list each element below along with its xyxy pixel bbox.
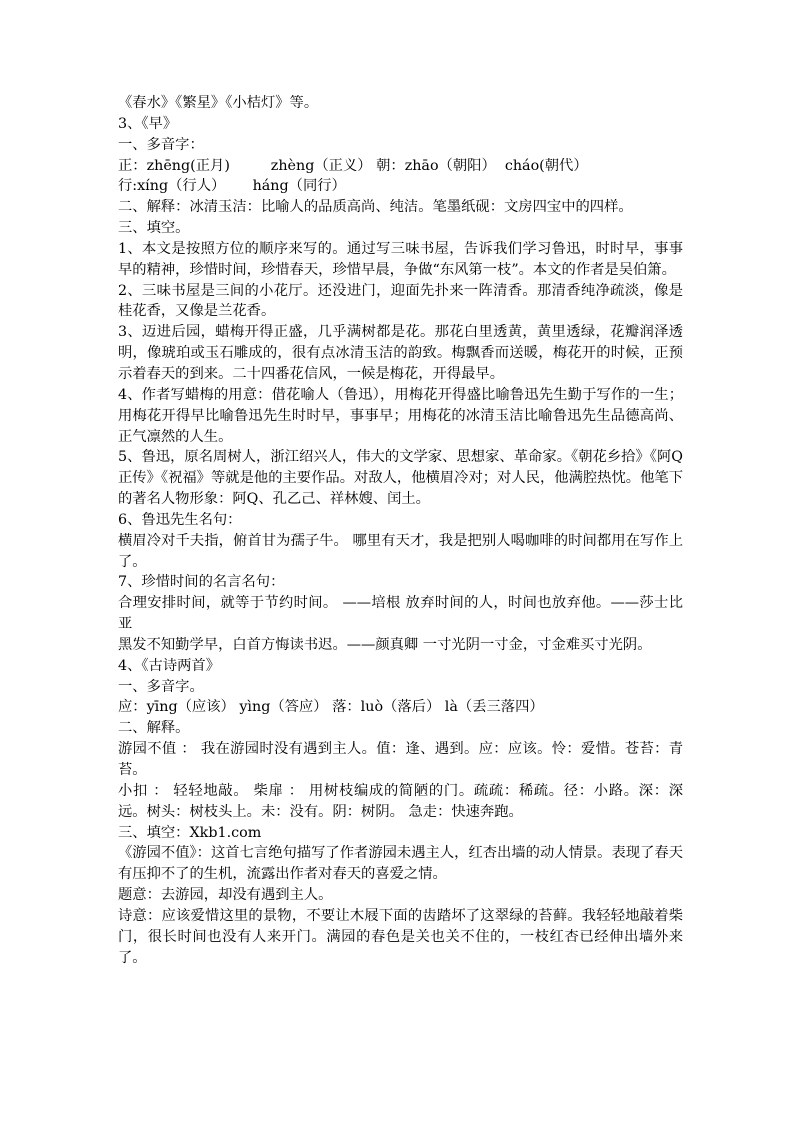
paragraph-1: 1、本文是按照方位的顺序来写的。通过写三味书屋，告诉我们学习鲁迅，时时早，事事早的精神，珍惜时间，珍惜春天，珍惜早晨，争做“东风第一枝”。本文的作者是吴伯箫。: [118, 240, 683, 278]
explanation-line: 二、解释：冰清玉洁：比喻人的品质高尚、纯洁。笔墨纸砚：文房四宝中的四样。: [118, 199, 633, 216]
time-quotes-2: 黑发不知勤学早，白首方悔读书迟。——颜真卿 一寸光阴一寸金，寸金难买寸光阴。: [118, 636, 652, 653]
explanation-xiaokou: 小扣 ： 轻轻地敲。 柴扉 ： 用树枝编成的简陋的门。疏疏：稀疏。径：小路。深：深远。树头：树枝头上。未：没有。阴：树阴。 急走：快速奔跑。: [118, 782, 683, 820]
polyphone-zheng-zhao: 正：zhēng(正月) zhèng（正义） 朝：zhāo（朝阳） cháo(朝代）: [118, 157, 588, 174]
section-heading-zao: 3、《早》: [118, 115, 178, 132]
poem-summary: 《游园不值》：这首七言绝句描写了作者游园未遇主人，红杏出墙的动人情景。表现了春天有压抑不了的生机，流露出作者对春天的喜爱之情。: [118, 845, 683, 883]
paragraph-4: 4、作者写蜡梅的用意：借花喻人（鲁迅），用梅花开得盛比喻鲁迅先生勤于写作的一生；用梅花开得早比喻鲁迅先生时时早，事事早；用梅花的冰清玉洁比喻鲁迅先生品德高尚、正气凛然的人生。: [118, 386, 683, 445]
paragraph-2: 2、三味书屋是三间的小花厅。还没进门，迎面先扑来一阵清香。那清香纯净疏淡，像是桂花香，又像是兰花香。: [118, 282, 683, 320]
heading-polyphone-2: 一、多音字。: [118, 678, 204, 695]
document-page: [118, 93, 683, 968]
luxun-quotes: 横眉冷对千夫指，俯首甘为孺子牛。 哪里有天才，我是把别人喝咖啡的时间都用在写作上了。: [118, 532, 683, 570]
section-heading-poems: 4、《古诗两首》: [118, 657, 221, 674]
polyphone-xing: 行:xíng（行人） háng（同行）: [118, 178, 346, 195]
paragraph-5: 5、鲁迅，原名周树人，浙江绍兴人，伟大的文学家、思想家、革命家。《朝花乡拾》《阿Q正传》《祝福》等就是他的主要作品。对敌人，他横眉冷对；对人民，他满腔热忱。他笔下的著名人物形象：阿Q、孔乙己、祥林嫂、闰土。: [118, 449, 683, 508]
heading-luxun-quotes: 6、鲁迅先生名句：: [118, 511, 242, 528]
heading-fill-blank: 三、填空。: [118, 220, 190, 237]
heading-explanation: 二、解释。: [118, 720, 190, 737]
heading-fill-blank-2: 三、填空：Xkb1.com: [118, 824, 262, 841]
poem-meaning: 诗意：应该爱惜这里的景物，不要让木屐下面的齿踏坏了这翠绿的苔藓。我轻轻地敲着柴门，很长时间也没有人来开门。满园的春色是关也关不住的，一枝红杏已经伸出墙外来了。: [118, 907, 683, 966]
explanation-youyuan: 游园不值 ： 我在游园时没有遇到主人。值：逢、遇到。应：应该。怜：爱惜。苍苔：青苔。: [118, 741, 683, 778]
poem-title-meaning: 题意：去游园，却没有遇到主人。: [118, 887, 333, 904]
heading-time-quotes: 7、珍惜时间的名言名句：: [118, 574, 285, 591]
polyphone-ying-luo: 应：yīng（应该） yìng（答应） 落：luò（落后） là（丢三落四）: [118, 699, 544, 716]
paragraph-3: 3、迈进后园，蜡梅开得正盛，几乎满树都是花。那花白里透黄，黄里透绿，花瓣润泽透明，像琥珀或玉石雕成的，很有点冰清玉洁的韵致。梅飘香而送暖，梅花开的时候，正预示着春天的到来。二十四番花信风，一候是梅花，开得最早。: [118, 324, 683, 382]
heading-polyphone: 一、多音字：: [118, 136, 204, 153]
text-line-works: 《春水》《繁星》《小桔灯》等。: [118, 95, 319, 111]
time-quotes-1: 合理安排时间，就等于节约时间。 ——培根 放弃时间的人，时间也放弃他。——莎士比亚: [118, 595, 683, 633]
